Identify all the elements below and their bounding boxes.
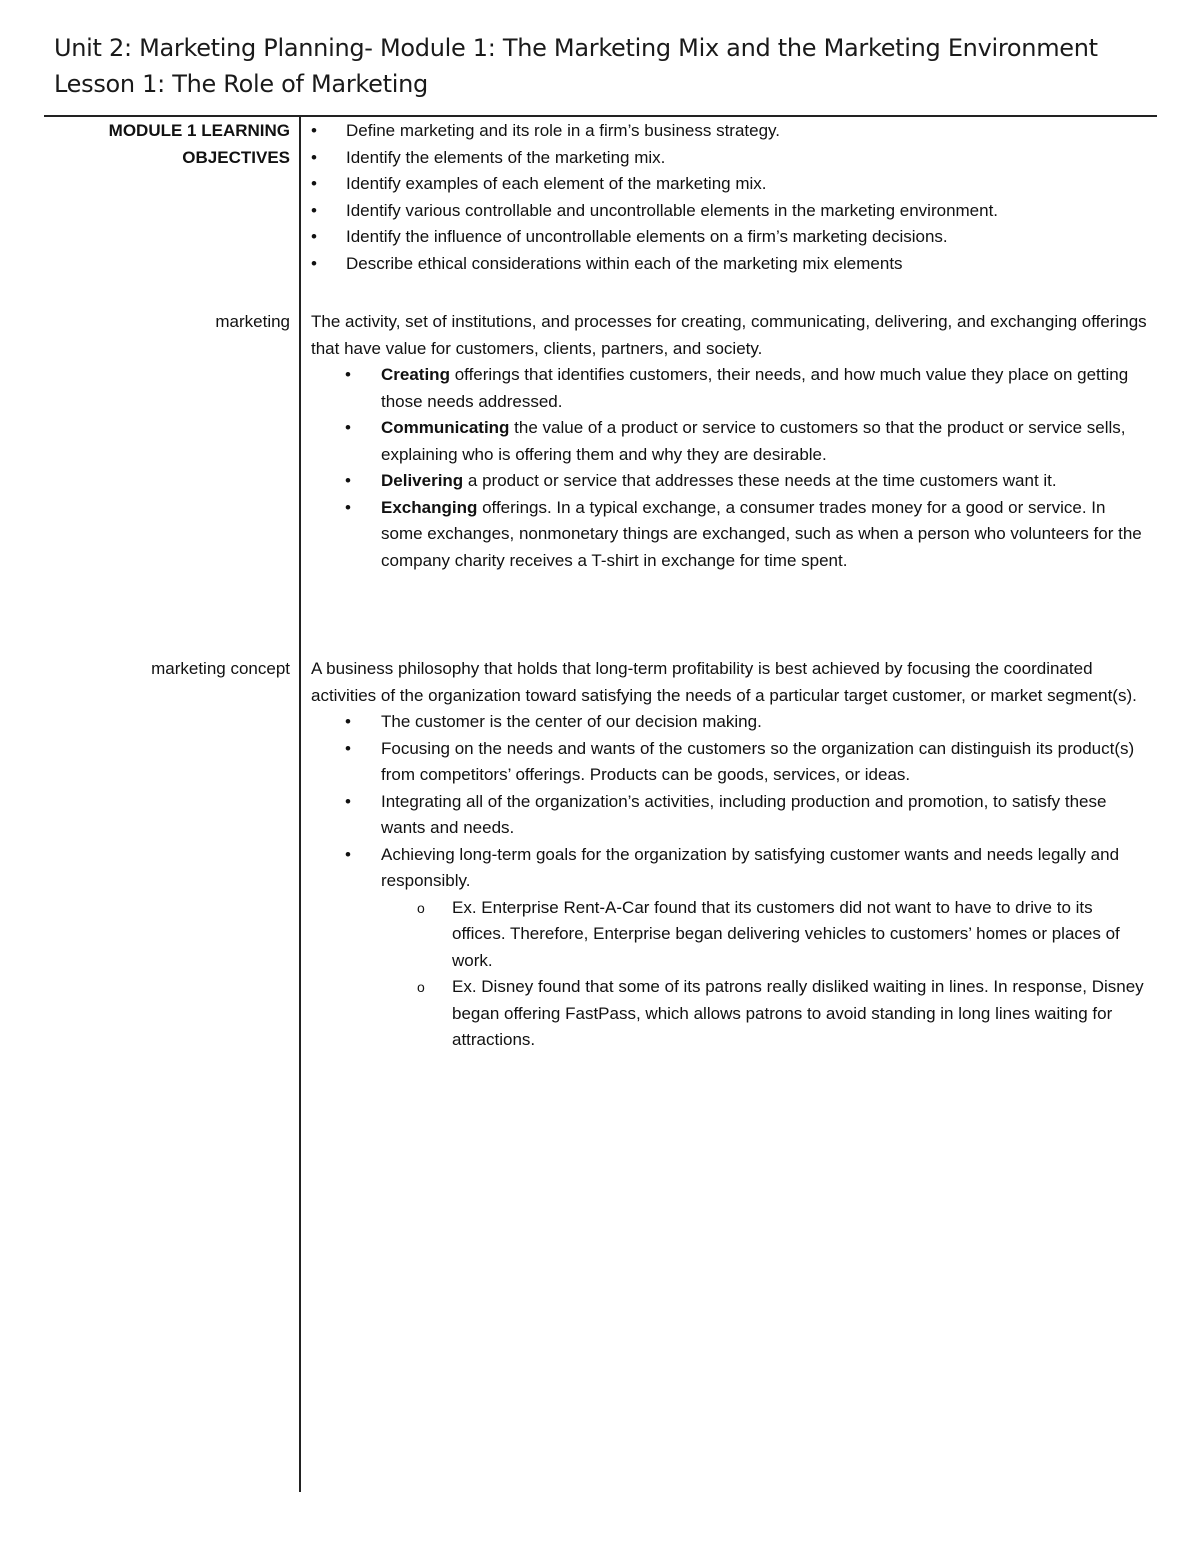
- marketing-concept-term: marketing concept: [151, 659, 290, 678]
- document-header: [54, 30, 1154, 102]
- list-item: • Define marketing and its role in a firm’s business strategy.: [311, 118, 1147, 145]
- header-rule: [44, 115, 1157, 117]
- example-item: o Ex. Disney found that some of its patrons really disliked waiting in lines. In response, Disney began offering FastPass, which allows patrons to avoid standing in long lines waiting for attractions.: [415, 974, 1147, 1054]
- list-item: • The customer is the center of our decision making.: [345, 709, 1147, 736]
- list-item: • Identify examples of each element of the marketing mix.: [311, 171, 1147, 198]
- objectives-content: [311, 118, 1147, 277]
- example-item: o Ex. Enterprise Rent-A-Car found that its customers did not want to have to drive to its offices. Therefore, Enterprise began delivering vehicles to customers’ homes or places of work.: [415, 895, 1147, 975]
- list-item: • Communicating the value of a product or service to customers so that the product or service sells, explaining who is offering them and why they are desirable.: [345, 415, 1147, 468]
- unit-title: Unit 2: Marketing Planning- Module 1: The Marketing Mix and the Marketing Environment: [54, 34, 1098, 62]
- marketing-content: [311, 309, 1147, 574]
- list-item: • Exchanging offerings. In a typical exchange, a consumer trades money for a good or service. In some exchanges, nonmonetary things are exchanged, such as when a person who volunteers for the company charity receives a T-shirt in exchange for time spent.: [345, 495, 1147, 575]
- list-item: • Delivering a product or service that addresses these needs at the time customers want it.: [345, 468, 1147, 495]
- examples-list: [415, 895, 1147, 1054]
- list-item: • Identify various controllable and uncontrollable elements in the marketing environment.: [311, 198, 1147, 225]
- marketing-term: marketing: [215, 312, 290, 331]
- list-item: • Focusing on the needs and wants of the customers so the organization can distinguish its product(s) from competitors’ offerings. Products can be goods, services, or ideas.: [345, 736, 1147, 789]
- list-item: • Creating offerings that identifies customers, their needs, and how much value they place on getting those needs addressed.: [345, 362, 1147, 415]
- marketing-concept-bullets: [345, 709, 1147, 1054]
- list-item: • Identify the elements of the marketing mix.: [311, 145, 1147, 172]
- list-item: • Identify the influence of uncontrollable elements on a firm’s marketing decisions.: [311, 224, 1147, 251]
- objectives-label: MODULE 1 LEARNING OBJECTIVES: [108, 121, 290, 167]
- marketing-bullets: [345, 362, 1147, 574]
- list-item: • Integrating all of the organization’s activities, including production and promotion, to satisfy these wants and needs.: [345, 789, 1147, 842]
- objectives-list: [311, 118, 1147, 277]
- marketing-concept-definition: A business philosophy that holds that long-term profitability is best achieved by focusing the coordinated activities of the organization toward satisfying the needs of a particular target customer, or market segment(s).: [311, 659, 1137, 705]
- list-item: • Describe ethical considerations within each of the marketing mix elements: [311, 251, 1147, 278]
- marketing-concept-content: [311, 656, 1147, 1054]
- lesson-title: Lesson 1: The Role of Marketing: [54, 70, 428, 98]
- list-item: • Achieving long-term goals for the organization by satisfying customer wants and needs legally and responsibly. o Ex. Enterprise Rent-A-Car found that its customers did not want to have to drive to its offices. Therefore, Enterprise began delivering vehicles to customers’ homes or places of work. o Ex. Disney found that some of its patrons really disliked waiting in lines. In response, Disney began offering FastPass, which allows patrons to avoid standing in long lines waiting for attractions.: [345, 842, 1147, 1054]
- marketing-definition: The activity, set of institutions, and processes for creating, communicating, delivering, and exchanging offerings that have value for customers, clients, partners, and society.: [311, 312, 1147, 358]
- column-divider: [299, 116, 301, 1492]
